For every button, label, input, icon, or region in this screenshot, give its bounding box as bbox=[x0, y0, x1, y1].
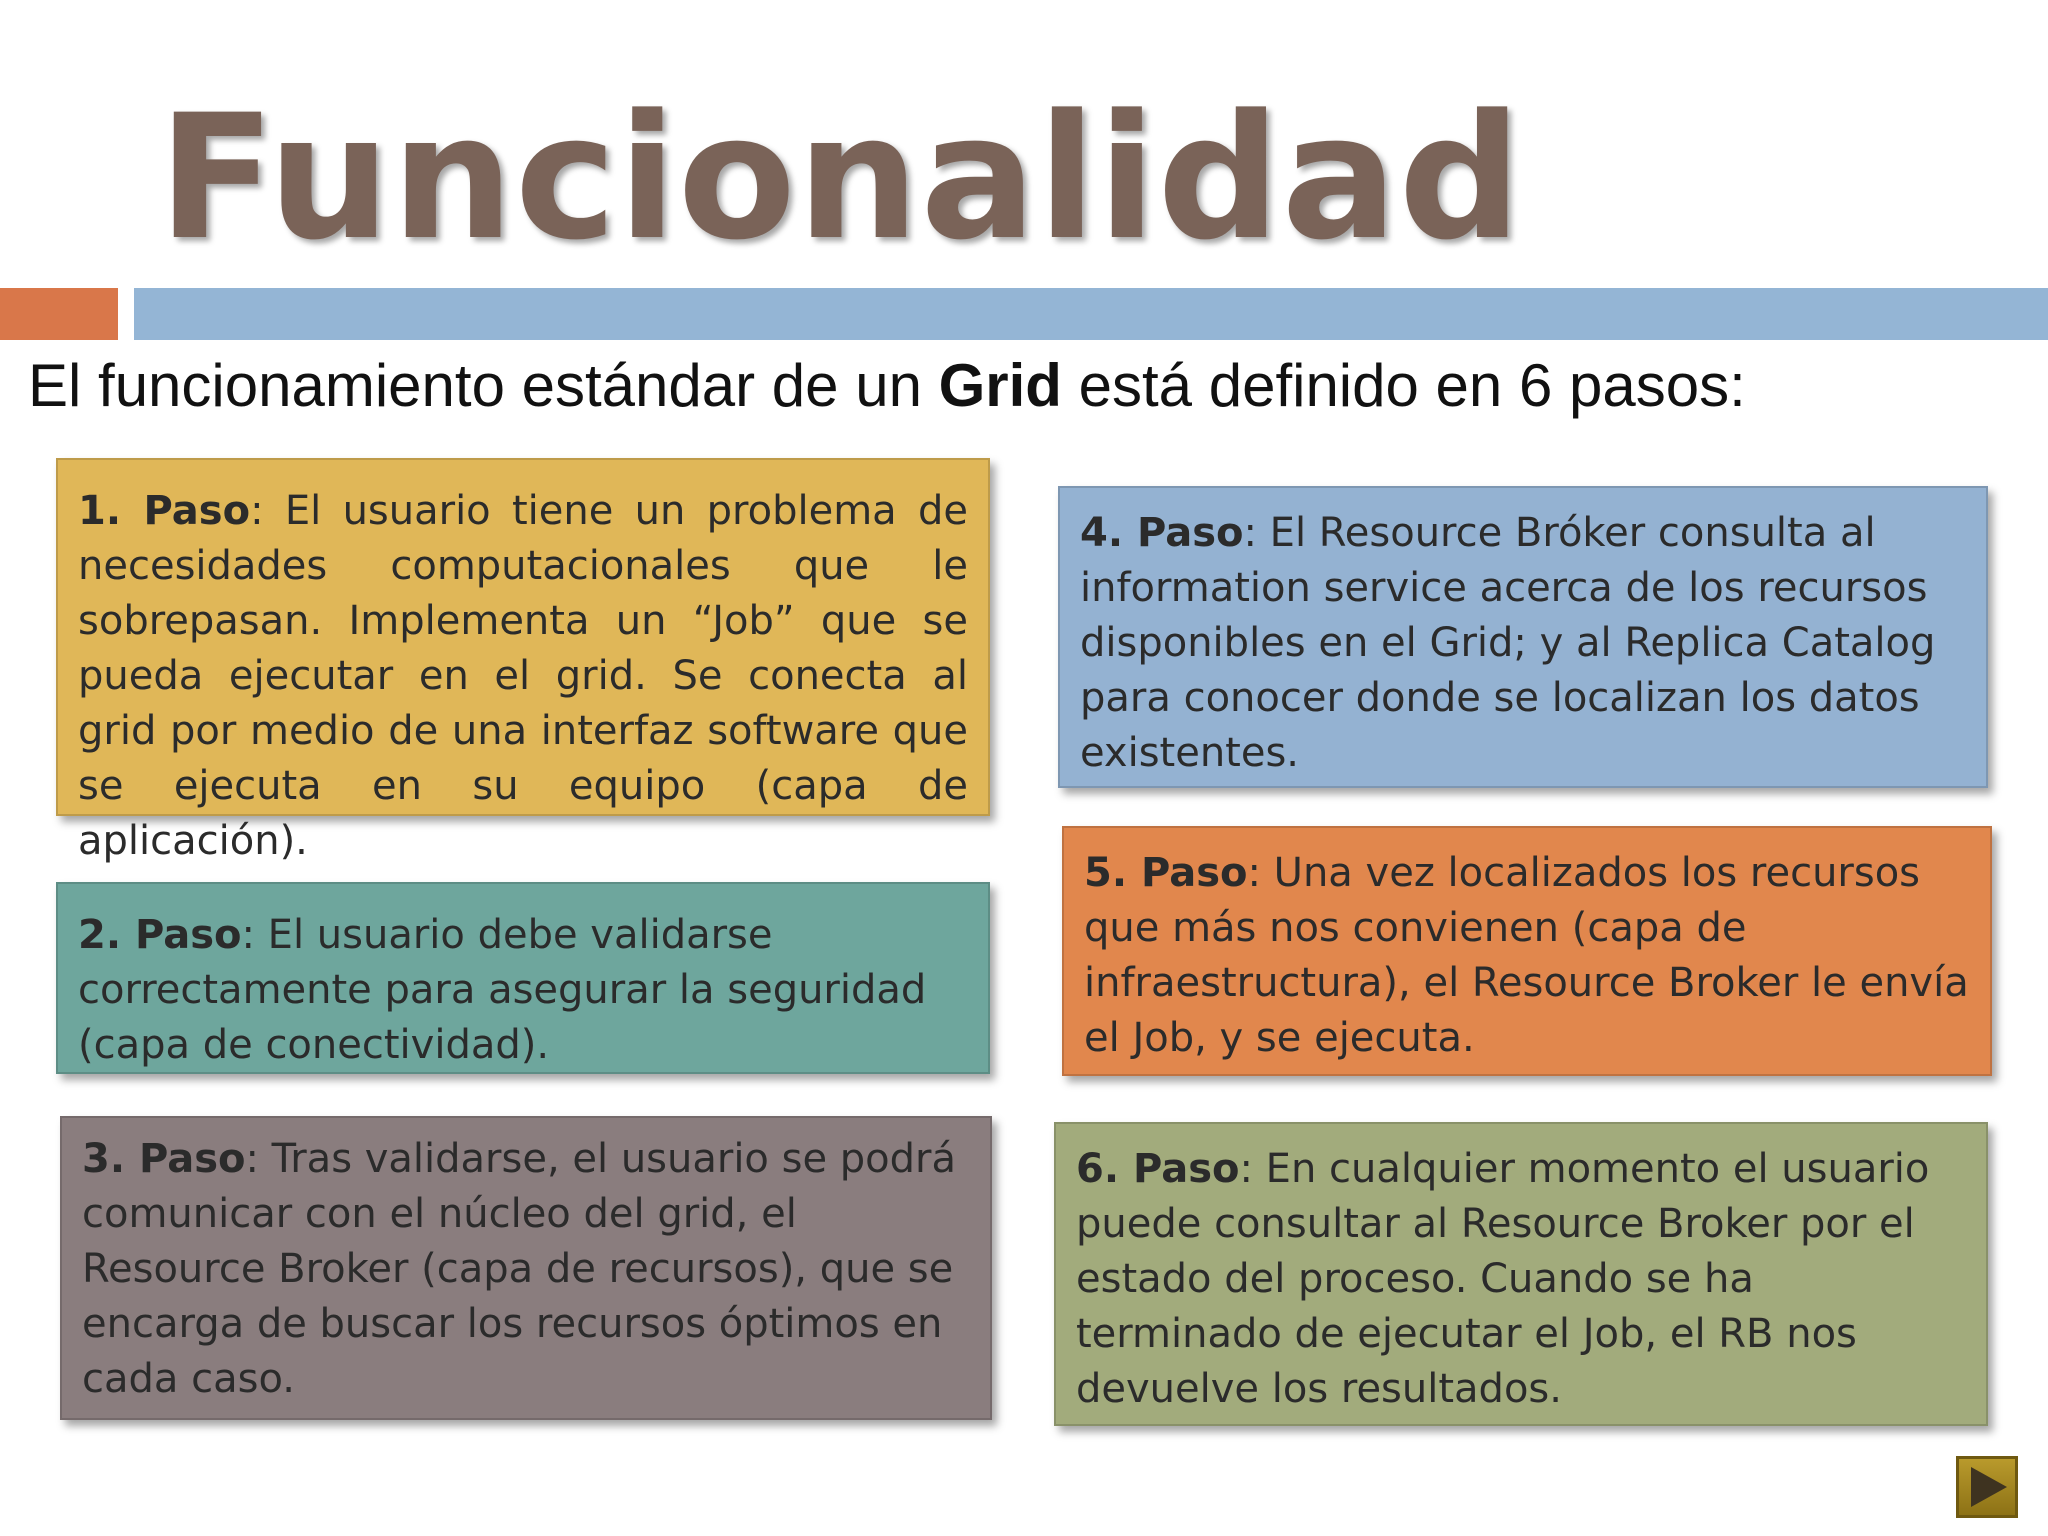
step-5-box bbox=[1062, 826, 1992, 1076]
step-2-text: : El usuario debe validarse correctamente para asegurar la seguridad (capa de conectividad). bbox=[78, 912, 927, 1068]
step-6-text: : En cualquier momento el usuario puede consultar al Resource Broker por el estado del proceso. Cuando se ha terminado de ejecutar el Job, el RB nos devuelve los resultados. bbox=[1076, 1146, 1930, 1412]
step-6-box bbox=[1054, 1122, 1988, 1426]
step-4-box bbox=[1058, 486, 1988, 788]
step-5-label: 5. Paso bbox=[1084, 850, 1248, 896]
intro-text-part1: El funcionamiento estándar de un bbox=[28, 352, 939, 419]
intro-text bbox=[28, 348, 1858, 424]
play-icon bbox=[1959, 1459, 2015, 1515]
step-4-text: : El Resource Bróker consulta al information service acerca de los recursos disponibles en el Grid; y al Replica Catalog para conocer donde se localizan los datos existentes. bbox=[1080, 510, 1936, 776]
step-1-text: : El usuario tiene un problema de necesidades computacionales que le sobrepasan. Implementa un “Job” que se pueda ejecutar en el grid. Se conecta al grid por medio de una interfaz software que se ejecuta en su equipo (capa de aplicación). bbox=[78, 488, 968, 864]
step-2-label: 2. Paso bbox=[78, 912, 242, 958]
step-5-text: : Una vez localizados los recursos que más nos convienen (capa de infraestructura), el Resource Broker le envía el Job, y se ejecuta. bbox=[1084, 850, 1969, 1061]
next-slide-button[interactable] bbox=[1956, 1456, 2018, 1518]
step-1-label: 1. Paso bbox=[78, 488, 251, 534]
slide-title: Funcionalidad bbox=[158, 77, 1523, 278]
step-3-label: 3. Paso bbox=[82, 1136, 246, 1182]
intro-text-part2: está definido en 6 pasos: bbox=[1061, 352, 1746, 419]
step-3-text: : Tras validarse, el usuario se podrá comunicar con el núcleo del grid, el Resource Broker (capa de recursos), que se encarga de buscar los recursos óptimos en cada caso. bbox=[82, 1136, 956, 1402]
step-1-box bbox=[56, 458, 990, 864]
step-2-box bbox=[56, 882, 990, 1074]
step-6-label: 6. Paso bbox=[1076, 1146, 1240, 1192]
accent-bar-right bbox=[134, 288, 2048, 340]
accent-bar-left bbox=[0, 288, 118, 340]
step-3-box bbox=[60, 1116, 992, 1420]
intro-text-bold: Grid bbox=[938, 352, 1062, 419]
step-4-label: 4. Paso bbox=[1080, 510, 1244, 556]
